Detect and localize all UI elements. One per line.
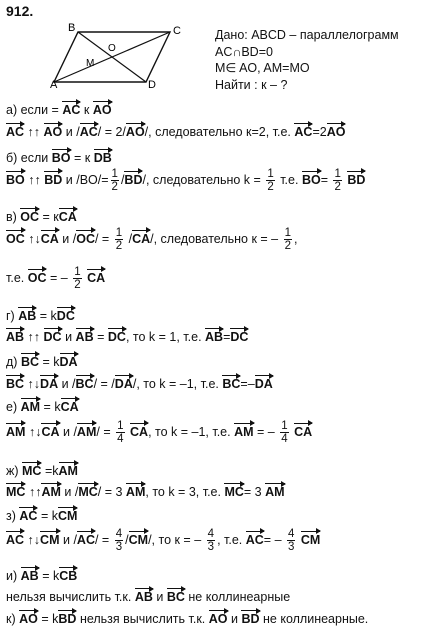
text: /, следовательно к=2, т.е.	[144, 125, 291, 139]
text: , то k = 3, т.е.	[145, 485, 221, 499]
text: т.е.	[280, 172, 299, 187]
vector: DC	[108, 327, 126, 344]
vector: AB	[21, 566, 39, 583]
text: , т.е.	[217, 532, 243, 547]
vector: CA	[41, 422, 59, 439]
vector: CA	[130, 422, 148, 439]
given-line: AC∩BD=0	[215, 44, 273, 59]
vector: AO	[19, 609, 38, 626]
part-a-line2	[6, 122, 345, 139]
numerator: 1	[111, 168, 118, 180]
text: / = 2/	[97, 125, 126, 139]
vector: BC	[167, 587, 185, 604]
vector: BD	[44, 170, 62, 187]
vector: CA	[132, 229, 150, 246]
part-zh-line2	[6, 482, 285, 499]
vector: BC	[6, 374, 24, 391]
part-v-line1	[6, 207, 77, 224]
text: = k	[39, 309, 57, 323]
text: и /	[62, 532, 77, 547]
text: /	[125, 532, 129, 547]
text: и /BO/=	[65, 172, 109, 187]
part-v-line2	[6, 227, 298, 252]
vector: BO	[52, 148, 71, 165]
vector: CA	[87, 268, 105, 285]
direction-symbol: ↑↓	[27, 377, 41, 391]
text: не коллинеарные	[188, 590, 291, 604]
text: ж)	[6, 464, 19, 478]
fraction	[280, 420, 288, 445]
denominator: 2	[284, 240, 292, 252]
given-line: Найти : к – ?	[215, 77, 288, 92]
vector: BD	[347, 170, 365, 187]
vector: BO	[6, 170, 25, 187]
vector: AO	[44, 122, 63, 139]
parallelogram-figure	[50, 20, 182, 91]
fraction	[115, 528, 123, 553]
text: =2	[312, 125, 327, 139]
part-i-line1	[6, 566, 77, 583]
text: и /	[62, 424, 77, 439]
text: д)	[6, 355, 18, 369]
vector: CM	[40, 530, 59, 547]
vector: AM	[41, 482, 60, 499]
text: = 3	[243, 485, 262, 499]
denominator: 2	[74, 279, 81, 291]
numerator: 1	[334, 168, 341, 180]
vector: CM	[58, 506, 77, 523]
vector: AM	[77, 422, 96, 439]
vector: CM	[129, 530, 148, 547]
text: и /	[65, 125, 80, 139]
vector: MC	[6, 482, 25, 499]
denominator: 2	[267, 181, 274, 193]
vector: AO	[93, 100, 112, 117]
denominator: 2	[334, 181, 341, 193]
numerator: 1	[74, 266, 81, 278]
vector: AM	[6, 422, 25, 439]
part-i-line2	[6, 587, 290, 604]
text: к)	[6, 612, 16, 626]
text: = –	[49, 270, 68, 285]
numerator: 4	[207, 528, 215, 540]
vector: BD	[124, 170, 142, 187]
vector: AO	[327, 122, 346, 139]
given-block	[215, 27, 399, 93]
direction-symbol: ↑↓	[28, 424, 42, 439]
fraction	[266, 168, 274, 193]
part-b-line2	[6, 168, 365, 193]
text: з)	[6, 509, 16, 523]
part-g-line1	[6, 306, 75, 323]
vector: AO	[126, 122, 145, 139]
vector: AB	[6, 327, 24, 344]
part-b-line1	[6, 148, 112, 165]
part-d-line2	[6, 374, 273, 391]
part-z-line1	[6, 506, 77, 523]
fraction	[111, 168, 119, 193]
numerator: 1	[115, 227, 123, 239]
given-line: M∈ AO, AM=MO	[215, 61, 310, 75]
text: и	[65, 330, 73, 344]
vector: AM	[59, 461, 78, 478]
fraction	[73, 266, 81, 291]
text: = k	[40, 509, 58, 523]
vector: AC	[80, 122, 98, 139]
text: =–	[240, 377, 255, 391]
vector: AC	[6, 122, 24, 139]
text: /	[128, 231, 133, 246]
vector: CA	[61, 397, 79, 414]
text: =	[320, 172, 328, 187]
vector: BC	[21, 352, 39, 369]
vector: AC	[19, 506, 37, 523]
part-e-line1	[6, 397, 79, 414]
text: и /	[62, 231, 77, 246]
text: = k	[42, 355, 60, 369]
vector: CB	[59, 566, 77, 583]
vector: DA	[255, 374, 273, 391]
vector: MC	[78, 482, 97, 499]
text: , то k = 1, т.е.	[125, 330, 202, 344]
numerator: 1	[284, 227, 292, 239]
part-k-line1	[6, 609, 368, 626]
direction-symbol: ↑↑	[28, 485, 42, 499]
direction-symbol: ↑↓	[28, 231, 41, 246]
denominator: 3	[115, 541, 123, 553]
text: / =	[96, 424, 111, 439]
vector: AM	[21, 397, 40, 414]
text: ,	[294, 231, 298, 246]
text: нельзя вычислить т.к.	[6, 590, 132, 604]
text: нельзя вычислить т.к.	[79, 612, 206, 626]
vector: AM	[126, 482, 145, 499]
text: /, то k = –1, т.е.	[132, 377, 219, 391]
vector: CA	[59, 207, 77, 224]
vector: CA	[294, 422, 312, 439]
part-z-line2	[6, 528, 320, 553]
text: не коллинеарные.	[263, 612, 369, 626]
numerator: 4	[288, 528, 295, 540]
direction-symbol: ↑↑	[28, 172, 41, 187]
numerator: 1	[117, 420, 124, 432]
text: /	[120, 172, 125, 187]
part-v-line3	[6, 266, 105, 291]
fraction	[115, 227, 123, 252]
vector: AB	[18, 306, 36, 323]
denominator: 2	[111, 181, 118, 193]
fraction	[116, 420, 124, 445]
label-c: C	[173, 25, 181, 37]
vector: AB	[135, 587, 153, 604]
fraction	[333, 168, 341, 193]
vector: DC	[57, 306, 75, 323]
vector: DA	[60, 352, 78, 369]
direction-symbol: ↑↓	[27, 532, 41, 547]
vector: AC	[294, 122, 312, 139]
vector: MC	[224, 482, 243, 499]
label-m: M	[86, 58, 95, 69]
diagonal-bd	[78, 32, 146, 82]
vector: AC	[6, 530, 24, 547]
text: и /	[61, 377, 76, 391]
given-line: Дано: ABCD – параллелограмм	[215, 28, 399, 42]
vector: OC	[76, 229, 95, 246]
part-d-line1	[6, 352, 78, 369]
text: т.е.	[6, 270, 25, 285]
text: = –	[263, 532, 282, 547]
text: / =	[94, 532, 110, 547]
vector: CM	[301, 530, 320, 547]
numerator: 1	[267, 168, 274, 180]
vector: DC	[44, 327, 62, 344]
vector: AO	[209, 609, 228, 626]
vector: AC	[62, 100, 80, 117]
part-g-line2	[6, 327, 248, 344]
text: / = /	[93, 377, 115, 391]
text: г)	[6, 309, 15, 323]
vector: OC	[28, 268, 47, 285]
text: =	[223, 330, 231, 344]
label-d: D	[148, 79, 156, 91]
problem-number: 912.	[6, 3, 34, 19]
text: /, следовательно k =	[142, 172, 261, 187]
text: /, следовательно к = –	[150, 231, 279, 246]
text: и /	[64, 485, 79, 499]
vector: BC	[76, 374, 94, 391]
text: = k	[42, 569, 60, 583]
text: а) если =	[6, 103, 59, 117]
text: и)	[6, 569, 18, 583]
denominator: 4	[281, 433, 288, 445]
text: к	[83, 103, 90, 117]
vector: BD	[241, 609, 259, 626]
text: , то k = –1, т.е.	[148, 424, 231, 439]
vector: AM	[234, 422, 253, 439]
vector: OC	[20, 207, 39, 224]
text: =	[97, 330, 105, 344]
direction-symbol: ↑↑	[27, 125, 41, 139]
vector: DA	[40, 374, 58, 391]
vector: DC	[230, 327, 248, 344]
vector: AC	[246, 530, 264, 547]
label-b: B	[68, 22, 76, 34]
text: и	[156, 590, 164, 604]
label-o: O	[108, 43, 116, 54]
vector: AB	[205, 327, 223, 344]
vector: OC	[6, 229, 25, 246]
vector: DA	[115, 374, 133, 391]
text: = k	[41, 612, 59, 626]
fraction	[287, 528, 295, 553]
text: = к	[42, 210, 59, 224]
part-e-line2	[6, 420, 312, 445]
denominator: 2	[115, 240, 123, 252]
part-a-line1	[6, 100, 112, 117]
text: / =	[94, 231, 110, 246]
vector: AB	[76, 327, 94, 344]
direction-symbol: ↑↑	[27, 330, 41, 344]
vector: AC	[77, 530, 95, 547]
fraction	[284, 227, 292, 252]
text: и	[231, 612, 238, 626]
text: б) если	[6, 151, 49, 165]
vector: DB	[94, 148, 112, 165]
text: = –	[257, 424, 275, 439]
text: = k	[43, 400, 61, 414]
numerator: 1	[281, 420, 288, 432]
text: = к	[74, 151, 91, 165]
text: /, то к = –	[148, 532, 202, 547]
part-zh-line1	[6, 461, 78, 478]
vector: BO	[302, 170, 321, 187]
vector: CA	[41, 229, 59, 246]
vector: BD	[58, 609, 76, 626]
vector: MC	[22, 461, 41, 478]
text: =k	[44, 464, 59, 478]
denominator: 4	[117, 433, 124, 445]
vector: BC	[222, 374, 240, 391]
fraction	[207, 528, 215, 553]
denominator: 3	[288, 541, 295, 553]
denominator: 3	[207, 541, 215, 553]
numerator: 4	[115, 528, 123, 540]
text: е)	[6, 400, 18, 414]
text: / = 3	[97, 485, 123, 499]
text: в)	[6, 210, 17, 224]
label-a: A	[50, 79, 58, 91]
vector: AM	[265, 482, 284, 499]
